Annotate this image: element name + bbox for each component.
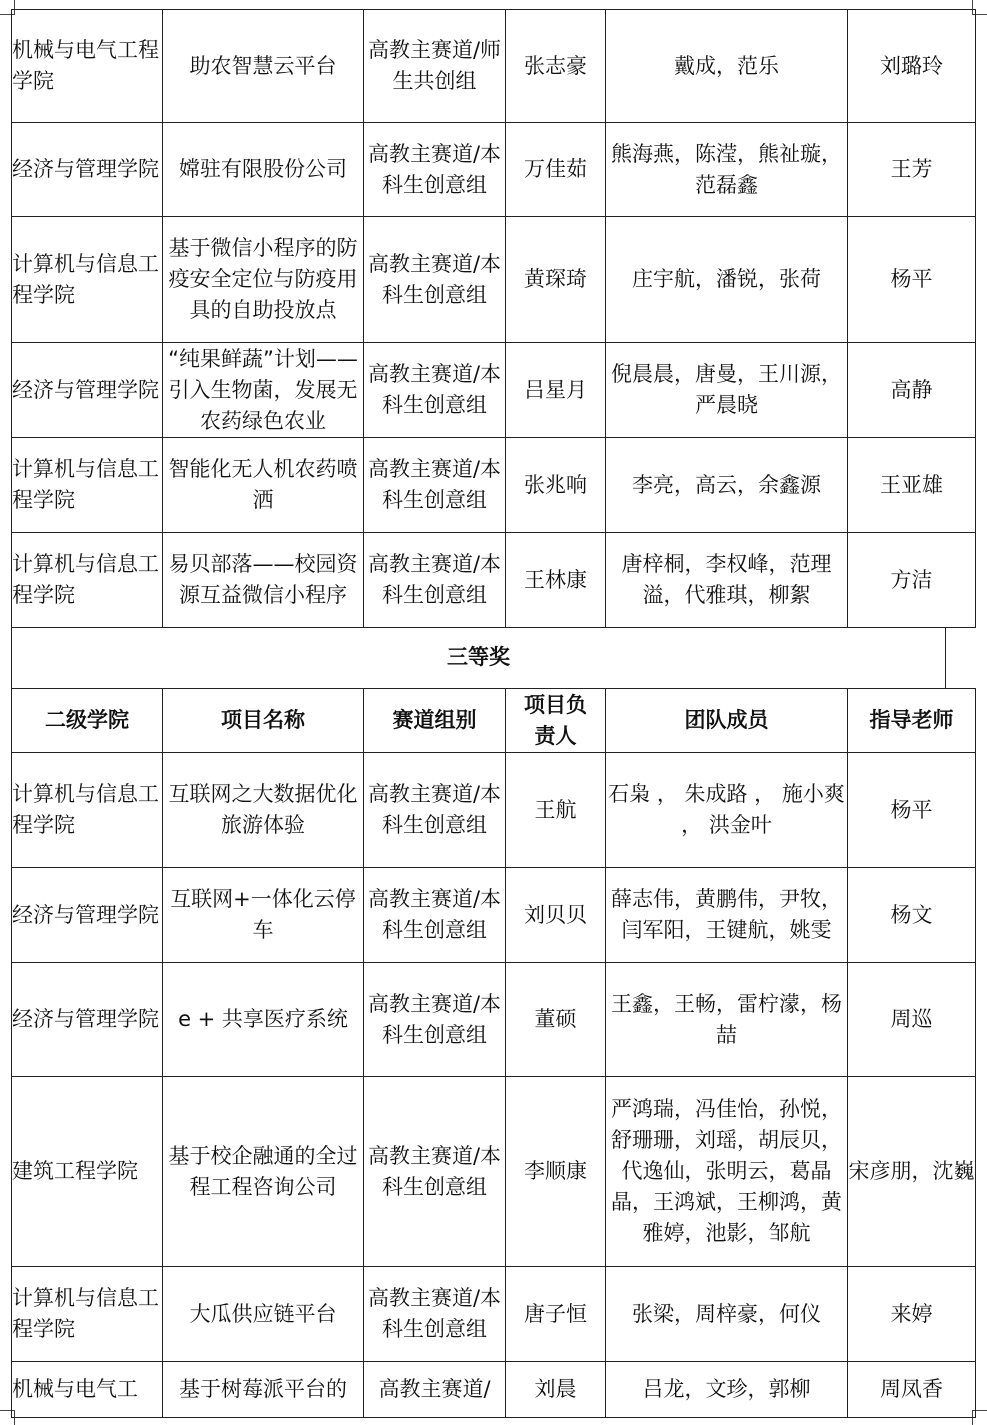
second-prize-table-continued (11, 9, 976, 628)
project-cell: 基于树莓派平台的 (163, 1362, 364, 1418)
college-cell: 计算机与信息工程学院 (12, 533, 163, 628)
members-cell: 倪晨晨，唐曼，王川源，严晨晓 (606, 343, 848, 438)
members-cell: 薛志伟，黄鹏伟，尹牧，闫军阳，王键航，姚雯 (606, 868, 848, 963)
table-row (12, 963, 976, 1077)
leader-cell: 王林康 (506, 533, 606, 628)
leader-cell: 吕星月 (506, 343, 606, 438)
members-cell: 庄宇航，潘锐，张荷 (606, 217, 848, 343)
table-row (12, 10, 976, 123)
table-row (12, 1267, 976, 1362)
track-cell: 高教主赛道/本科生创意组 (364, 533, 506, 628)
header-leader: 项目负责人 (506, 689, 606, 753)
table-row (12, 343, 976, 438)
advisor-cell: 杨文 (848, 868, 976, 963)
header-advisor: 指导老师 (848, 689, 976, 753)
track-cell: 高教主赛道/本科生创意组 (364, 753, 506, 868)
project-cell: 互联网之大数据优化旅游体验 (163, 753, 364, 868)
project-cell: 基于校企融通的全过程工程咨询公司 (163, 1077, 364, 1267)
advisor-cell: 来婷 (848, 1267, 976, 1362)
college-cell: 机械与电气工 (12, 1362, 163, 1418)
project-cell: “纯果鲜蔬”计划——引入生物菌，发展无农药绿色农业 (163, 343, 364, 438)
table-row (12, 438, 976, 533)
advisor-cell: 王亚雄 (848, 438, 976, 533)
table-row (12, 1077, 976, 1267)
leader-cell: 万佳茹 (506, 123, 606, 217)
members-cell: 严鸿瑞，冯佳怡，孙悦，舒珊珊，刘瑶，胡辰贝，代逸仙，张明云，葛晶晶，王鸿斌，王柳鸿，黄雅婷，池影，邹航 (606, 1077, 848, 1267)
leader-cell: 张志豪 (506, 10, 606, 123)
table-row (12, 217, 976, 343)
members-cell: 李亮，高云，余鑫源 (606, 438, 848, 533)
project-cell: e + 共享医疗系统 (163, 963, 364, 1077)
third-prize-heading: 三等奖 (11, 627, 946, 688)
header-row (12, 689, 976, 753)
college-cell: 经济与管理学院 (12, 963, 163, 1077)
members-cell: 石枭 ， 朱成路 ， 施小爽 ， 洪金叶 (606, 753, 848, 868)
table-row (12, 1362, 976, 1418)
leader-cell: 李顺康 (506, 1077, 606, 1267)
advisor-cell: 周巡 (848, 963, 976, 1077)
advisor-cell: 杨平 (848, 753, 976, 868)
track-cell: 高教主赛道/本科生创意组 (364, 123, 506, 217)
table-row (12, 123, 976, 217)
leader-cell: 张兆响 (506, 438, 606, 533)
college-cell: 计算机与信息工程学院 (12, 217, 163, 343)
college-cell: 经济与管理学院 (12, 123, 163, 217)
advisor-cell: 杨平 (848, 217, 976, 343)
project-cell: 大瓜供应链平台 (163, 1267, 364, 1362)
track-cell: 高教主赛道/师生共创组 (364, 10, 506, 123)
college-cell: 经济与管理学院 (12, 868, 163, 963)
advisor-cell: 方洁 (848, 533, 976, 628)
college-cell: 经济与管理学院 (12, 343, 163, 438)
track-cell: 高教主赛道/本科生创意组 (364, 868, 506, 963)
track-cell: 高教主赛道/本科生创意组 (364, 1077, 506, 1267)
table-row (12, 533, 976, 628)
project-cell: 智能化无人机农药喷洒 (163, 438, 364, 533)
advisor-cell: 刘璐玲 (848, 10, 976, 123)
table-row (12, 868, 976, 963)
header-members: 团队成员 (606, 689, 848, 753)
third-prize-table (11, 688, 976, 1418)
leader-cell: 刘贝贝 (506, 868, 606, 963)
track-cell: 高教主赛道/本科生创意组 (364, 438, 506, 533)
project-cell: 互联网+一体化云停车 (163, 868, 364, 963)
track-cell: 高教主赛道/ (364, 1362, 506, 1418)
header-project: 项目名称 (163, 689, 364, 753)
leader-cell: 黄琛琦 (506, 217, 606, 343)
leader-cell: 董硕 (506, 963, 606, 1077)
header-college: 二级学院 (12, 689, 163, 753)
members-cell: 唐梓桐，李权峰，范理溢，代雅琪，柳絮 (606, 533, 848, 628)
college-cell: 机械与电气工程学院 (12, 10, 163, 123)
project-cell: 易贝部落——校园资源互益微信小程序 (163, 533, 364, 628)
members-cell: 张梁，周梓豪，何仪 (606, 1267, 848, 1362)
advisor-cell: 高静 (848, 343, 976, 438)
members-cell: 熊海燕，陈滢，熊祉璇，范磊鑫 (606, 123, 848, 217)
leader-cell: 唐子恒 (506, 1267, 606, 1362)
leader-cell: 王航 (506, 753, 606, 868)
track-cell: 高教主赛道/本科生创意组 (364, 963, 506, 1077)
project-cell: 嫦驻有限股份公司 (163, 123, 364, 217)
project-cell: 基于微信小程序的防疫安全定位与防疫用具的自助投放点 (163, 217, 364, 343)
track-cell: 高教主赛道/本科生创意组 (364, 217, 506, 343)
project-cell: 助农智慧云平台 (163, 10, 364, 123)
college-cell: 计算机与信息工程学院 (12, 753, 163, 868)
advisor-cell: 周凤香 (848, 1362, 976, 1418)
track-cell: 高教主赛道/本科生创意组 (364, 1267, 506, 1362)
college-cell: 建筑工程学院 (12, 1077, 163, 1267)
members-cell: 吕龙，文珍，郭柳 (606, 1362, 848, 1418)
leader-cell: 刘晨 (506, 1362, 606, 1418)
header-track: 赛道组别 (364, 689, 506, 753)
advisor-cell: 宋彦朋，沈巍 (848, 1077, 976, 1267)
track-cell: 高教主赛道/本科生创意组 (364, 343, 506, 438)
college-cell: 计算机与信息工程学院 (12, 438, 163, 533)
members-cell: 戴成，范乐 (606, 10, 848, 123)
college-cell: 计算机与信息工程学院 (12, 1267, 163, 1362)
members-cell: 王鑫，王畅，雷柠濛，杨喆 (606, 963, 848, 1077)
table-row (12, 753, 976, 868)
advisor-cell: 王芳 (848, 123, 976, 217)
